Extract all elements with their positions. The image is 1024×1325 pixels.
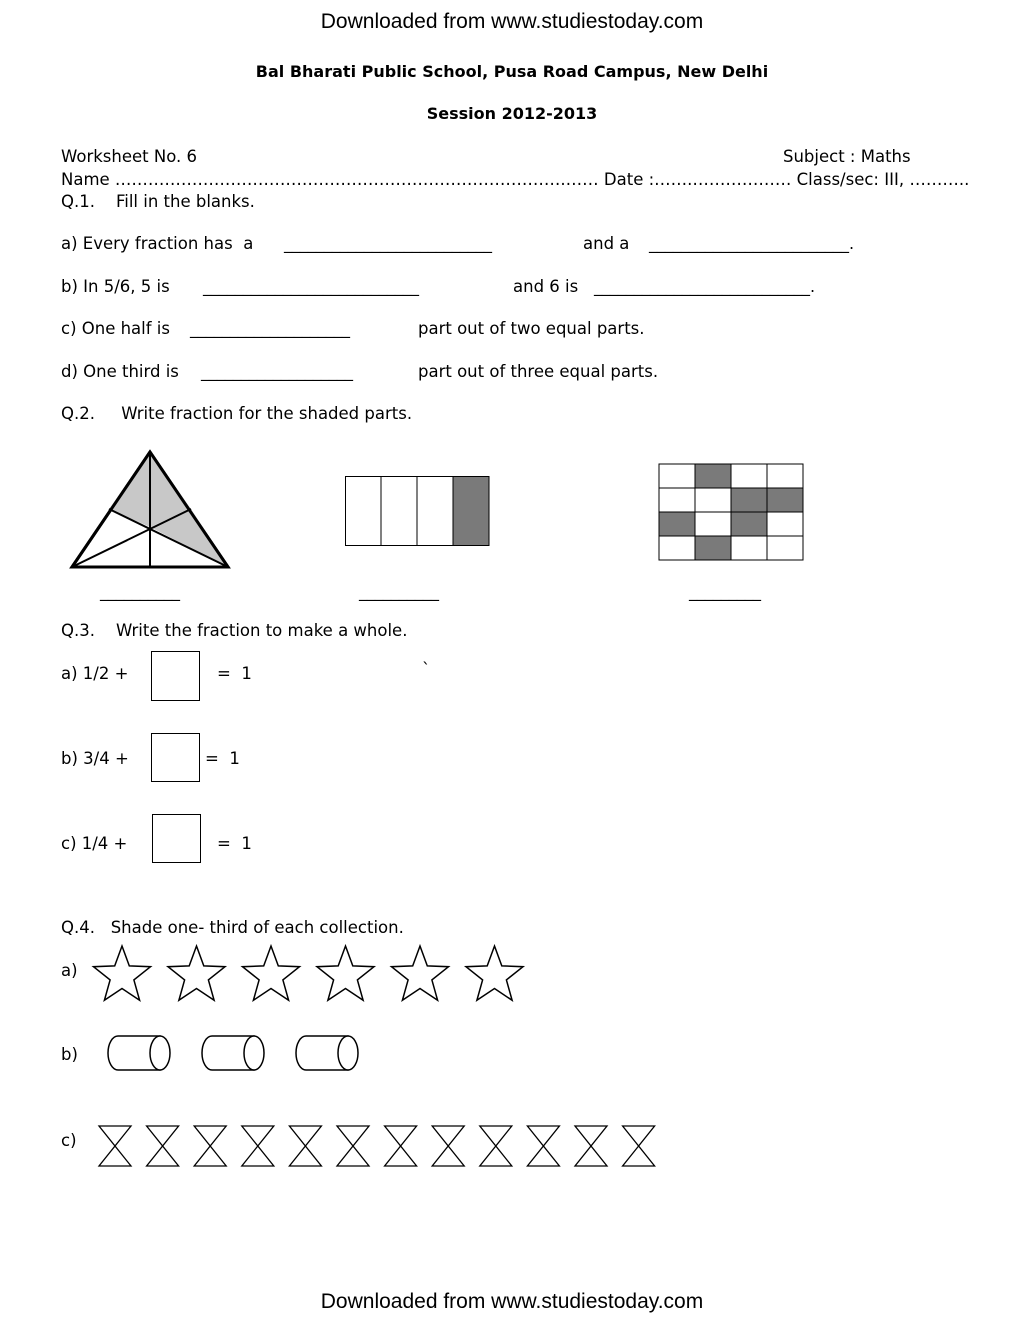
q1c-suffix: part out of two equal parts. — [418, 319, 645, 338]
q1a-connector: and a — [583, 234, 630, 253]
star-shape[interactable] — [392, 946, 449, 1000]
grid-cell-shaded — [659, 512, 695, 536]
q1b-blank-1[interactable]: ___________________________ — [203, 277, 419, 296]
hourglass-shape[interactable] — [575, 1126, 607, 1166]
q2-answer-blank-3[interactable]: _________ — [689, 582, 761, 601]
hourglass-shape[interactable] — [194, 1126, 226, 1166]
hourglass-shape[interactable] — [242, 1126, 274, 1166]
q1d-text: d) One third is — [61, 362, 179, 381]
q4a-label: a) — [61, 961, 78, 980]
hourglass-shape[interactable] — [623, 1126, 655, 1166]
star-shape[interactable] — [168, 946, 225, 1000]
hourglass-shape[interactable] — [337, 1126, 369, 1166]
rectangle-shaded-part — [453, 477, 489, 546]
grid-cell — [767, 464, 803, 488]
q3c-answer-box[interactable] — [152, 814, 201, 863]
q1d-suffix: part out of three equal parts. — [418, 362, 659, 381]
stray-mark: ` — [422, 660, 431, 679]
cylinder-shape[interactable] — [296, 1036, 358, 1070]
grid-cell — [695, 512, 731, 536]
q1a-blank-1[interactable]: __________________________ — [284, 234, 492, 253]
q3b-label: b) 3/4 + — [61, 749, 129, 768]
q3a-equals: = 1 — [217, 664, 252, 683]
cylinder-shape[interactable] — [108, 1036, 170, 1070]
session-title: Session 2012-2013 — [426, 104, 598, 123]
q2-answer-blank-2[interactable]: __________ — [359, 582, 439, 601]
hourglass-shape[interactable] — [527, 1126, 559, 1166]
cylinder-shape[interactable] — [202, 1036, 264, 1070]
q4c-label: c) — [61, 1131, 77, 1150]
star-shape[interactable] — [94, 946, 151, 1000]
q3a-answer-box[interactable] — [151, 651, 200, 701]
grid-cell — [659, 464, 695, 488]
q1d-blank[interactable]: ___________________ — [201, 362, 353, 381]
subject-label: Subject : Maths — [783, 147, 911, 166]
hourglass-collection[interactable] — [96, 1124, 676, 1170]
star-collection[interactable] — [88, 945, 538, 1005]
shaded-rectangle-figure — [345, 476, 491, 548]
q2-answer-blank-1[interactable]: __________ — [100, 582, 180, 601]
grid-cell — [731, 536, 767, 560]
q1c-text: c) One half is — [61, 319, 170, 338]
q3-heading: Q.3. Write the fraction to make a whole. — [61, 621, 408, 640]
hourglass-shape[interactable] — [385, 1126, 417, 1166]
download-note-top: Downloaded from www.studiestoday.com — [320, 10, 704, 33]
grid-cell — [659, 536, 695, 560]
star-shape[interactable] — [243, 946, 300, 1000]
grid-cell — [731, 464, 767, 488]
q1a-text: a) Every fraction has a — [61, 234, 254, 253]
cylinder-collection[interactable] — [105, 1034, 375, 1074]
q2-heading: Q.2. Write fraction for the shaded parts. — [61, 404, 413, 423]
q3c-label: c) 1/4 + — [61, 834, 128, 853]
grid-cell — [767, 512, 803, 536]
name-date-class-line: Name ……………………………………………………………………….…… Date :…….……………… Class/sec: III, ……….. — [61, 170, 970, 189]
hourglass-shape[interactable] — [289, 1126, 321, 1166]
grid-cell — [695, 488, 731, 512]
q1b-text: b) In 5/6, 5 is — [61, 277, 170, 296]
hourglass-shape[interactable] — [99, 1126, 131, 1166]
grid-cell-shaded — [695, 536, 731, 560]
grid-cell — [767, 536, 803, 560]
grid-cell-shaded — [767, 488, 803, 512]
grid-cell — [659, 488, 695, 512]
hourglass-shape[interactable] — [480, 1126, 512, 1166]
download-note-bottom: Downloaded from www.studiestoday.com — [320, 1290, 704, 1313]
q1b-connector: and 6 is — [513, 277, 579, 296]
q3a-label: a) 1/2 + — [61, 664, 129, 683]
star-shape[interactable] — [466, 946, 523, 1000]
q1a-blank-2[interactable]: _________________________. — [649, 234, 855, 253]
shaded-grid-figure — [658, 463, 806, 561]
shaded-triangle-figure — [60, 445, 240, 575]
q1b-blank-2[interactable]: ___________________________. — [594, 277, 816, 296]
q3b-answer-box[interactable] — [151, 733, 200, 782]
q3c-equals: = 1 — [217, 834, 252, 853]
q3b-equals: = 1 — [205, 749, 240, 768]
star-shape[interactable] — [317, 946, 374, 1000]
hourglass-shape[interactable] — [147, 1126, 179, 1166]
q1c-blank[interactable]: ____________________ — [190, 319, 350, 338]
q4-heading: Q.4. Shade one- third of each collection. — [61, 918, 404, 937]
grid-cell-shaded — [731, 488, 767, 512]
school-name: Bal Bharati Public School, Pusa Road Campus, New Delhi — [255, 62, 769, 81]
worksheet-number: Worksheet No. 6 — [61, 147, 197, 166]
hourglass-shape[interactable] — [432, 1126, 464, 1166]
q1-heading: Q.1. Fill in the blanks. — [61, 192, 255, 211]
q4b-label: b) — [61, 1045, 78, 1064]
grid-cell-shaded — [731, 512, 767, 536]
grid-cell-shaded — [695, 464, 731, 488]
